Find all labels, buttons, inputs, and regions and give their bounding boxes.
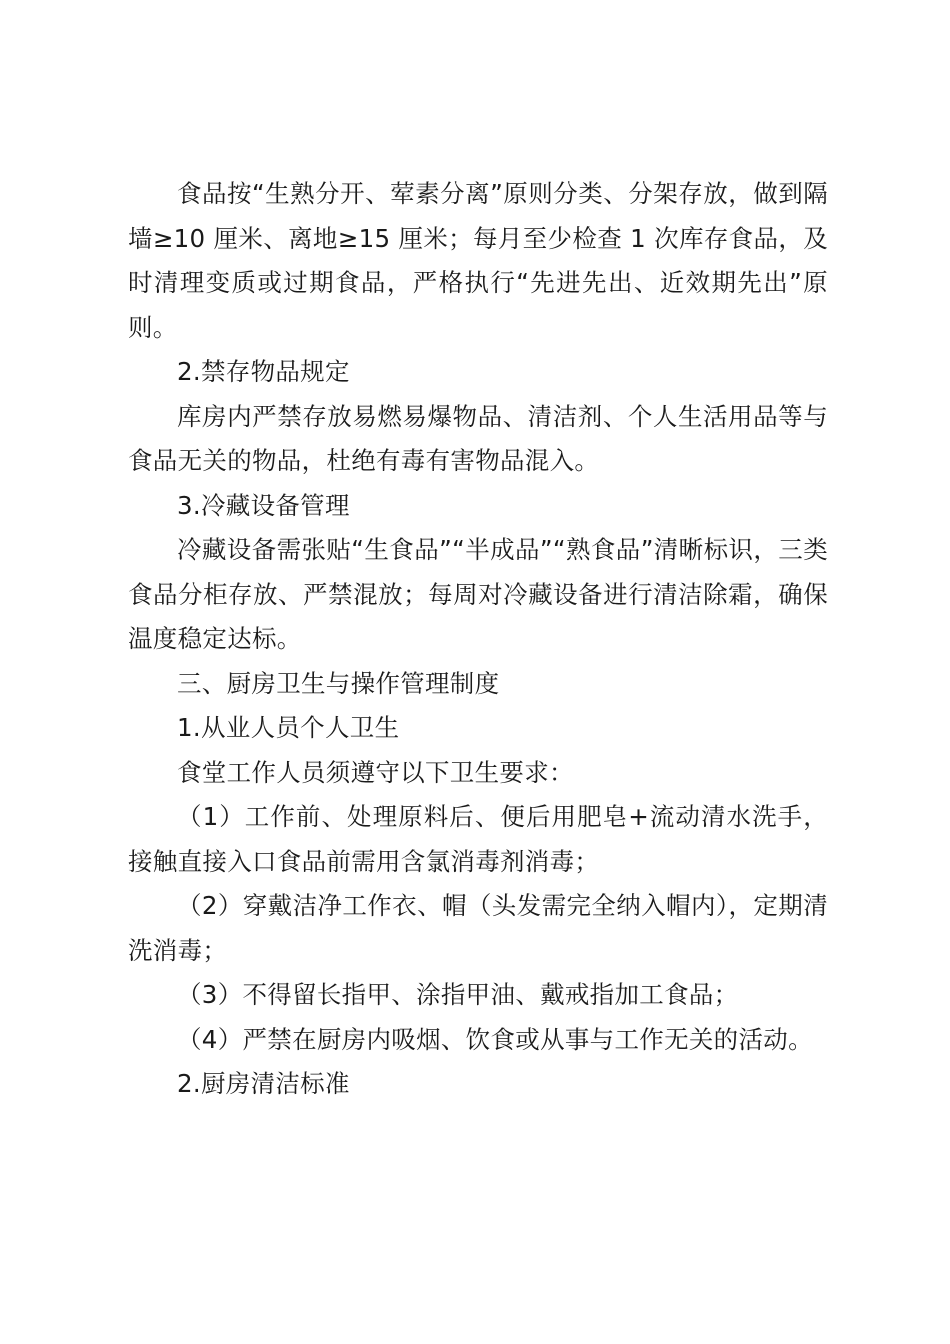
heading-refrigeration: 3.冷藏设备管理 [177,490,350,520]
list-item-no-smoking: （4）严禁在厨房内吸烟、饮食或从事与工作无关的活动。 [177,1024,813,1054]
heading-kitchen-cleaning: 2.厨房清洁标准 [177,1069,350,1098]
heading-personal-hygiene: 1.从业人员个人卫生 [177,713,400,742]
list-item-uniform: （2）穿戴洁净工作衣、帽（头发需完全纳入帽内），定期清洗消毒； [128,891,828,965]
paragraph-storage-rules: 食品按“生熟分开、荤素分离”原则分类、分架存放，做到隔墙≥10 厘米、离地≥15 厘米；每月至少检查 1 次库存食品，及时清理变质或过期食品，严格执行“先进先出、近效期先出”原则。 [128,179,828,342]
paragraph-hygiene-intro: 食堂工作人员须遵守以下卫生要求： [177,757,574,787]
paragraph-refrigeration: 冷藏设备需张贴“生食品”“半成品”“熟食品”清晰标识，三类食品分柜存放、严禁混放；每周对冷藏设备进行清洁除霜，确保温度稳定达标。 [128,535,828,653]
list-item-nails: （3）不得留长指甲、涂指甲油、戴戒指加工食品； [177,980,739,1009]
list-item-handwashing: （1）工作前、处理原料后、便后用肥皂+流动清水洗手，接触直接入口食品前需用含氯消毒剂消毒； [128,802,828,876]
paragraph-prohibited-items: 库房内严禁存放易燃易爆物品、清洁剂、个人生活用品等与食品无关的物品，杜绝有毒有害物品混入。 [128,401,828,475]
section-heading-kitchen-hygiene: 三、厨房卫生与操作管理制度 [177,668,500,698]
document-body [128,172,828,1107]
heading-prohibited-items: 2.禁存物品规定 [177,357,350,386]
